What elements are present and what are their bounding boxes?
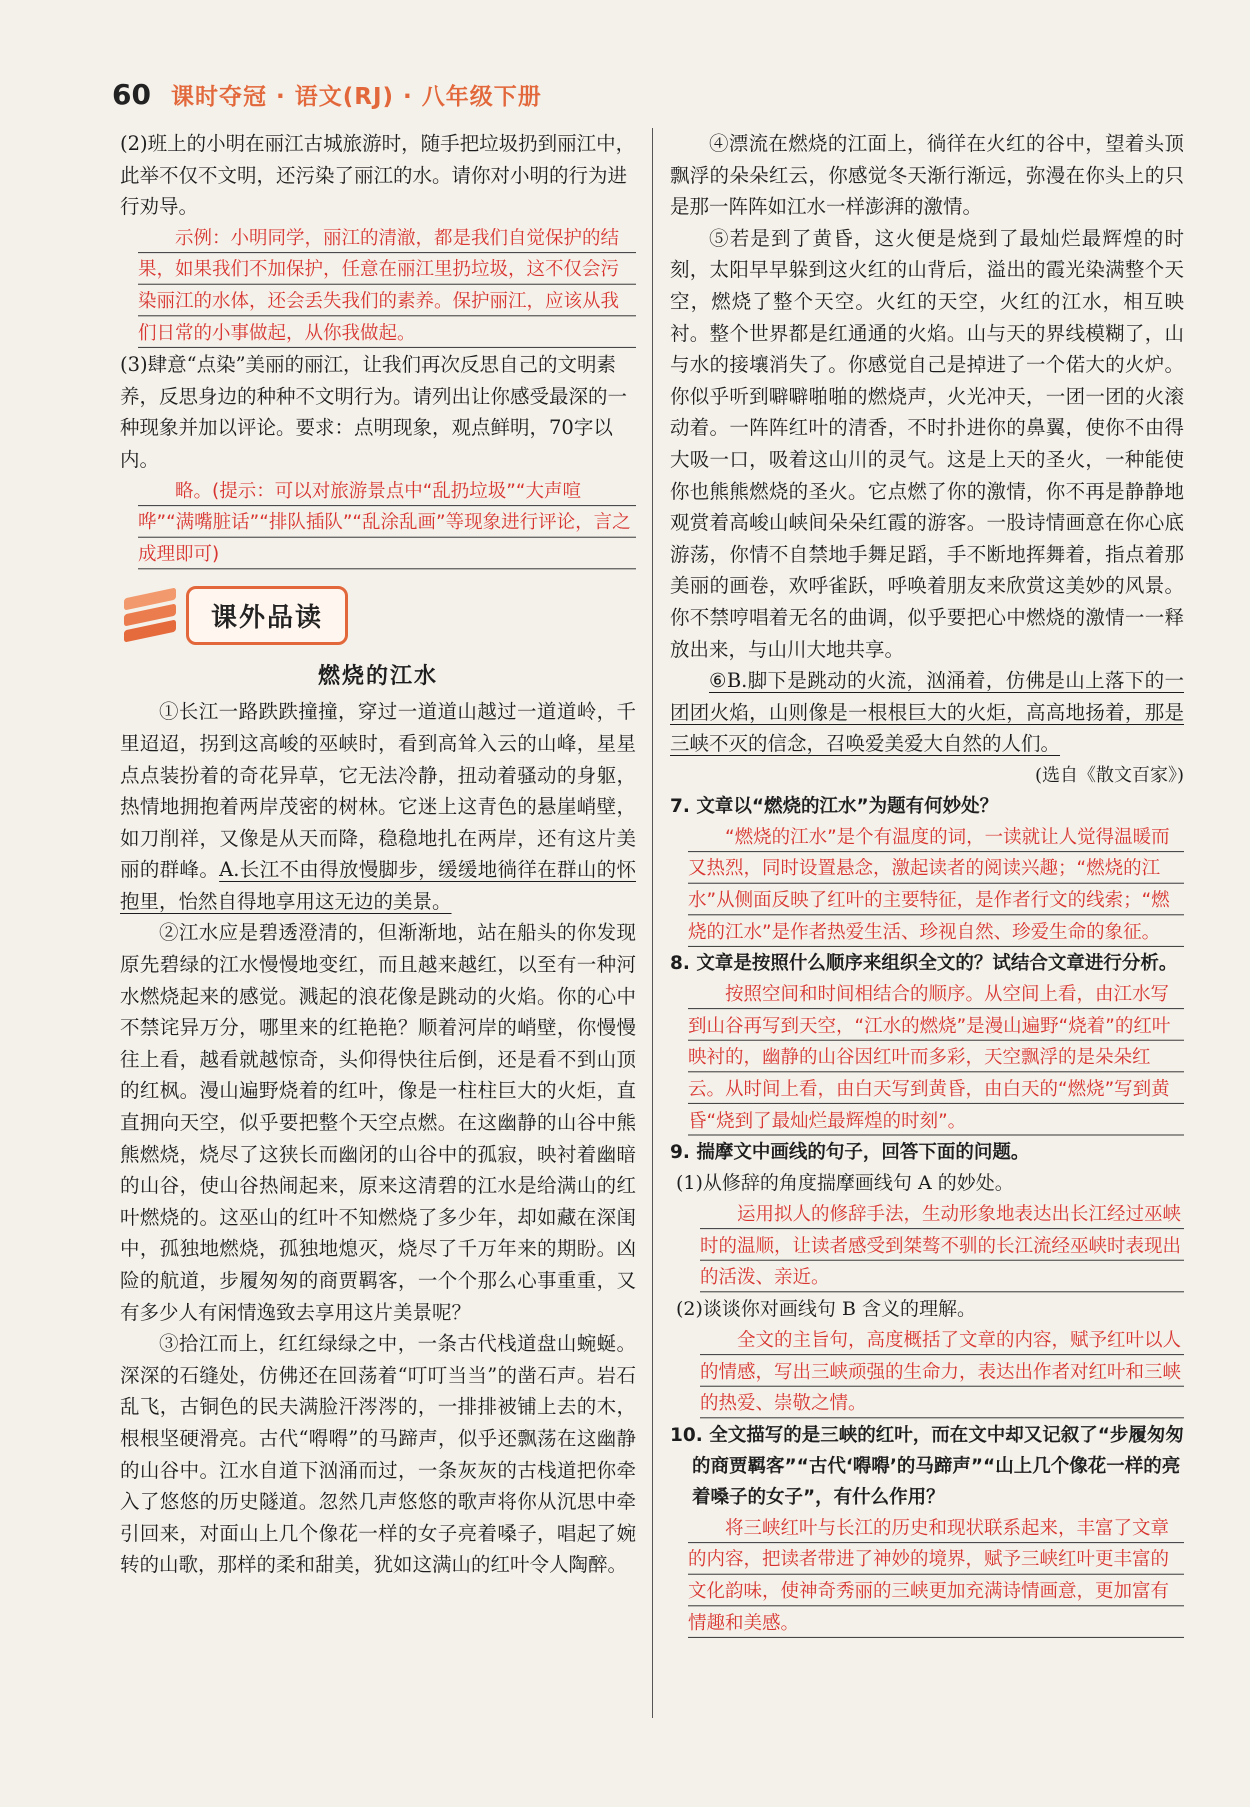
answer-9-1: 运用拟人的修辞手法，生动形象地表达出长江经过巫峡时的温顺，让读者感受到桀骜不驯的长江流经巫峡时表现出的活泼、亲近。 xyxy=(700,1199,1184,1294)
answer-2: 示例：小明同学，丽江的清澈，都是我们自觉保护的结果，如果我们不加保护，任意在丽江里扔垃圾，这不仅会污染丽江的水体，还会丢失我们的素养。保护丽江，应该从我们日常的小事做起，从你我做起。 xyxy=(138,223,636,349)
paragraph-1-text: ①长江一路跌跌撞撞，穿过一道道山越过一道道岭，千里迢迢，拐到这高峻的巫峡时，看到高耸入云的山峰，星星点点装扮着的奇花异草，它无法冷静，扭动着骚动的身躯，热情地拥抱着两岸茂密的树林。它迷上这青色的悬崖峭壁，如刀削祥，又像是从天而降，稳稳地扎在两岸，还有这片美丽的群峰。 xyxy=(120,700,636,882)
paragraph-3: ③拾江而上，红红绿绿之中，一条古代栈道盘山蜿蜒。深深的石缝处，仿佛还在回荡着“叮叮当当”的凿石声。岩石乱飞，古铜色的民夫满脸汗涔涔的，一排排被铺上去的木，根根坚硬滑亮。古代“嘚嘚”的马蹄声，似乎还飘荡在这幽静的山谷中。江水自道下汹涌而过，一条灰灰的古栈道把你牵入了悠悠的历史隧道。忽然几声悠悠的歌声将你从沉思中牵引回来，对面山上几个像花一样的女子亮着嗓子，唱起了婉转的山歌，那样的柔和甜美，犹如这满山的红叶令人陶醉。 xyxy=(120,1332,636,1577)
article-title: 燃烧的江水 xyxy=(317,663,438,690)
underlined-sentence-b: ⑥B.脚下是跳动的火流，汹涌着，仿佛是山上落下的一团团火焰，山则像是一根根巨大的火炬，高高地扬着，那是三峡不灭的信念，召唤爱美爱大自然的人们。 xyxy=(670,669,1184,756)
underlined-sentence-a: A.长江不由得放慢脚步，缓缓地徜徉在群山的怀抱里，怡然自得地享用这无边的美景。 xyxy=(120,858,636,913)
article-source: (选自《散文百家》) xyxy=(1034,764,1184,786)
paragraph-5: ⑤若是到了黄昏，这火便是烧到了最灿烂最辉煌的时刻，太阳早早躲到这火红的山背后，溢出的霞光染满整个天空，燃烧了整个天空。火红的天空，火红的江水，相互映衬。整个世界都是红通通的火焰。山与天的界线模糊了，山与水的接壤消失了。你感觉自己是掉进了一个偌大的火炉。你似乎听到噼噼啪啪的燃烧声，火光冲天，一团一团的火滚动着。一阵阵红叶的清香，不时扑进你的鼻翼，使你不由得大吸一口，吸着这山川的灵气。这是上天的圣火，一种能使你也熊熊燃烧的圣火。它点燃了你的激情，你不再是静静地观赏着高峻山峡间朵朵红霞的游客。一股诗情画意在你心底游荡，你情不自禁地手舞足蹈，手不断地挥舞着，指点着那美丽的画卷，欢呼雀跃，呼唤着朋友来欣赏这美妙的风景。你不禁哼唱着无名的曲调，似乎要把心中燃烧的激情一一释放出来，与山川大地共享。 xyxy=(670,226,1184,661)
paragraph-2: ②江水应是碧透澄清的，但渐渐地，站在船头的你发现原先碧绿的江水慢慢地变红，而且越来越红，以至有一种河水燃烧起来的感觉。溅起的浪花像是跳动的火焰。你的心中不禁诧异万分，哪里来的红艳艳？顺着河岸的峭壁，你慢慢往上看，越看就越惊奇，头仰得快往后倒，还是看不到山顶的红枫。漫山遍野烧着的红叶，像是一柱柱巨大的火炬，直直拥向天空，似乎要把整个天空点燃。在这幽静的山谷中熊熊燃烧，烧尽了这狭长而幽闭的山谷中的孤寂，映衬着幽暗的山谷，使山谷热闹起来，原来这清碧的江水是给满山的红叶燃烧的。这巫山的红叶不知燃烧了多少年，却如藏在深闺中，孤独地燃烧，孤独地熄灭，烧尽了千万年来的期盼。凶险的航道，步履匆匆的商贾羁客，一个个那么心事重重，又有多少人有闲情逸致去享用这片美景呢？ xyxy=(120,921,636,1324)
books-icon xyxy=(120,583,180,647)
answer-7: “燃烧的江水”是个有温度的词，一读就让人觉得温暖而又热烈，同时设置悬念，激起读者的阅读兴趣；“燃烧的江水”从侧面反映了红叶的主要特征，是作者行文的线索；“燃烧的江水”是作者热爱生活、珍视自然、珍爱生命的象征。 xyxy=(688,822,1184,948)
answer-8: 按照空间和时间相结合的顺序。从空间上看，由江水写到山谷再写到天空，“江水的燃烧”是漫山遍野“烧着”的红叶映衬的，幽静的山谷因红叶而多彩，天空飘浮的是朵朵红云。从时间上看，由白天写到黄昏，由白天的“燃烧”写到黄昏“烧到了最灿烂最辉煌的时刻”。 xyxy=(688,979,1184,1137)
column-divider xyxy=(652,128,653,1718)
paragraph-6 xyxy=(670,665,1184,760)
section-title: 课外品读 xyxy=(186,586,348,645)
question-2: (2)班上的小明在丽江古城旅游时，随手把垃圾扔到丽江中，此举不仅不文明，还污染了丽江的水。请你对小明的行为进行劝导。 xyxy=(120,132,636,219)
question-3: (3)肆意“点染”美丽的丽江，让我们再次反思自己的文明素养，反思身边的种种不文明行为。请列出让你感受最深的一种现象并加以评论。要求：点明现象，观点鲜明，70字以内。 xyxy=(120,353,628,471)
section-header xyxy=(120,580,636,650)
question-8: 8. 文章是按照什么顺序来组织全文的？试结合文章进行分析。 xyxy=(670,953,1178,975)
question-9-1: (1)从修辞的角度揣摩画线句 A 的妙处。 xyxy=(676,1172,1014,1195)
question-9: 9. 揣摩文中画线的句子，回答下面的问题。 xyxy=(670,1142,1030,1164)
page-header xyxy=(112,78,542,118)
answer-3: 略。(提示：可以对旅游景点中“乱扔垃圾”“大声喧哗”“满嘴脏话”“排队插队”“乱涂乱画”等现象进行评论，言之成理即可) xyxy=(138,476,636,571)
answer-9-2: 全文的主旨句，高度概括了文章的内容，赋予红叶以人的情感，写出三峡顽强的生命力，表达出作者对红叶和三峡的热爱、崇敬之情。 xyxy=(700,1325,1184,1420)
question-10: 10. 全文描写的是三峡的红叶，而在文中却又记叙了“步履匆匆的商贾羁客”“古代‘嘚嘚’的马蹄声”“山上几个像花一样的亮着嗓子的女子”，有什么作用？ xyxy=(670,1424,1184,1508)
right-column xyxy=(670,128,1184,1639)
page-number: 60 xyxy=(112,78,151,111)
answer-10: 将三峡红叶与长江的历史和现状联系起来，丰富了文章的内容，把读者带进了神妙的境界，赋予三峡红叶更丰富的文化韵味，使神奇秀丽的三峡更加充满诗情画意，更加富有情趣和美感。 xyxy=(688,1513,1184,1639)
left-column xyxy=(120,128,636,1581)
book-title: 课时夺冠 · 语文(RJ) · 八年级下册 xyxy=(170,84,542,110)
question-9-2: (2)谈谈你对画线句 B 含义的理解。 xyxy=(676,1298,976,1320)
paragraph-1 xyxy=(120,696,636,917)
question-7: 7. 文章以“燃烧的江水”为题有何妙处？ xyxy=(670,795,999,817)
paragraph-4: ④漂流在燃烧的江面上，徜徉在火红的谷中，望着头顶飘浮的朵朵红云，你感觉冬天渐行渐远，弥漫在你头上的只是那一阵阵如江水一样澎湃的激情。 xyxy=(670,132,1184,219)
